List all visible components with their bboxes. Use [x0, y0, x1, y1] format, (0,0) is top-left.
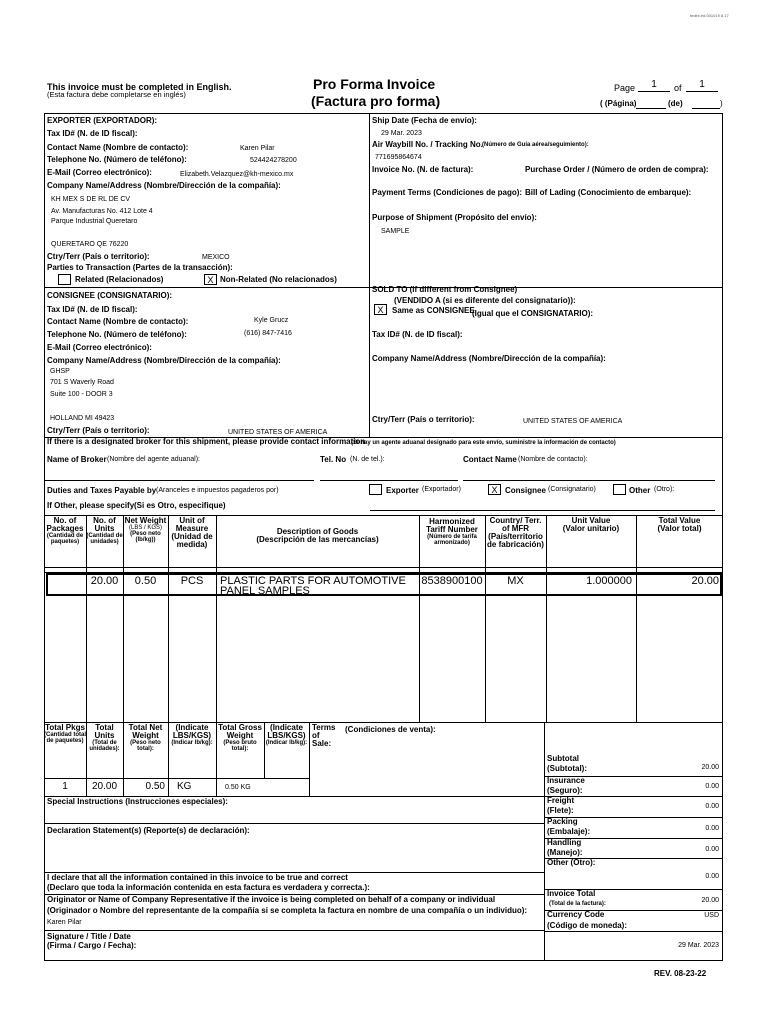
- charges-divider: [544, 722, 545, 961]
- ship-date: 29 Mar. 2023: [381, 130, 422, 137]
- col-div-1: [86, 515, 87, 722]
- other-charge-value: 0.00: [705, 873, 719, 880]
- specify-label: If Other, please specify: [47, 501, 135, 510]
- exporter-email-label: E-Mail (Correo electrónico):: [47, 168, 152, 177]
- sold-to-tax-id-label: Tax ID# (N. de ID fiscal):: [372, 330, 463, 339]
- consignee-country: UNITED STATES OF AMERICA: [228, 429, 328, 436]
- col-net-header: Net Weight (LBS / KGS) (Peso neto (lb/kg)): [124, 516, 167, 543]
- freight-value: 0.00: [705, 803, 719, 810]
- page-title: Pro Forma Invoice: [313, 76, 436, 92]
- total-pkgs-header: Total Pkgs (Cantidad total de paquetes): [44, 723, 86, 744]
- form-code: fedex.ed.041019 8.17: [690, 13, 729, 18]
- de-line: [692, 100, 720, 109]
- exporter-country-label: Ctry/Terr (País o territorio):: [47, 252, 150, 261]
- center-divider: [369, 113, 370, 437]
- consignee-address-5: HOLLAND MI 49423: [50, 415, 115, 422]
- consignee-tax-id-label: Tax ID# (N. de ID fiscal):: [47, 305, 138, 314]
- freight-label: Freight: [547, 796, 575, 805]
- same-as-consignee-label-es: (Igual que el CONSIGNATARIO):: [472, 309, 594, 318]
- consignee-section: CONSIGNEE (CONSIGNATARIO):: [47, 291, 173, 300]
- item-description: PLASTIC PARTS FOR AUTOMOTIVE PANEL SAMPLES: [220, 575, 406, 597]
- duties-other-checkbox[interactable]: [613, 484, 626, 495]
- exporter-company-label: Company Name/Address (Nombre/Dirección de la compañía):: [47, 181, 281, 190]
- ship-date-label: Ship Date (Fecha de envío):: [372, 116, 477, 125]
- signature-label: Signature / Title / Date: [47, 932, 131, 941]
- broker-name-label-es: (Nombre del agente aduanal):: [107, 456, 201, 463]
- of-label: of: [674, 83, 682, 93]
- exporter-phone: 524424278200: [250, 157, 297, 164]
- exporter-address-2: Av. Manufacturas No. 412 Lote 4: [51, 208, 153, 215]
- page-label: Page: [614, 83, 636, 93]
- consignee-phone: (616) 847-7416: [244, 330, 292, 337]
- payment-terms-label: Payment Terms (Condiciones de pago):: [372, 188, 523, 197]
- consignee-company-label: Company Name/Address (Nombre/Dirección de la compañía):: [47, 356, 281, 365]
- items-header-line: [44, 567, 723, 568]
- related-checkbox[interactable]: [58, 274, 71, 285]
- handling-value: 0.00: [705, 846, 719, 853]
- consignee-address-2: 701 S Waverly Road: [50, 379, 114, 386]
- exporter-address-1: KH MEX S DE RL DE CV: [51, 196, 131, 203]
- broker-notice-es: (Si hay un agente aduanal designado para este envío, suministre la información de contacto): [351, 440, 616, 446]
- duties-other-label: Other: [629, 486, 651, 495]
- insurance-label: Insurance: [547, 776, 585, 785]
- total-net-unit: KG: [177, 781, 192, 792]
- duties-other-label-es: (Otro):: [654, 486, 675, 493]
- duties-exporter-checkbox[interactable]: [369, 484, 382, 495]
- purpose-label: Purpose of Shipment (Propósito del envío):: [372, 213, 537, 222]
- total-gross: 0.50 KG: [225, 784, 251, 791]
- item-country: MX: [507, 575, 524, 587]
- duties-label-es: (Aranceles e impuestos pagaderos por): [156, 487, 279, 494]
- col-units-header: No. of Units (Cantidad de unidades): [86, 516, 123, 545]
- col-div-8: [636, 515, 637, 722]
- purpose-value: SAMPLE: [381, 228, 410, 235]
- invoice-total-value: 20.00: [701, 897, 719, 904]
- signature-label-es: (Firma / Cargo / Fecha):: [47, 941, 137, 950]
- sold-to-country-label: Ctry/Terr (País o territorio):: [372, 415, 475, 424]
- nonrelated-label: Non-Related (No relacionados): [220, 275, 337, 284]
- item-uom: PCS: [180, 575, 204, 587]
- page-title-es: (Factura pro forma): [311, 93, 441, 109]
- col-packages-header: No. of Packages (Cantidad de paquetes): [46, 516, 84, 545]
- revision-code: REV. 08-23-22: [654, 969, 707, 978]
- nonrelated-checkbox[interactable]: X: [204, 274, 217, 285]
- currency-label: Currency Code: [547, 910, 605, 919]
- originator-name: Karen Pilar: [47, 919, 82, 926]
- consignee-email-label: E-Mail (Correo electrónico):: [47, 343, 152, 352]
- exporter-section: EXPORTER (EXPORTADOR):: [47, 116, 158, 125]
- gross-indicate-header: (Indicate LBS/KGS) (Indicar lb/kg):: [265, 723, 308, 746]
- charges-line-8: [544, 931, 723, 932]
- specify-line: [370, 510, 715, 511]
- english-notice: This invoice must be completed in English.: [47, 82, 232, 92]
- totals-header-line: [44, 778, 309, 779]
- currency-value: USD: [704, 912, 719, 919]
- insurance-label-es: (Seguro):: [547, 786, 583, 795]
- exporter-address-5: QUERETARO QE 76220: [51, 241, 129, 248]
- terms-of-sale-label-es: (Condiciones de venta):: [345, 725, 436, 734]
- total-units-header: Total Units (Total de unidades):: [89, 723, 120, 752]
- exporter-tax-id-label: Tax ID# (N. de ID fiscal):: [47, 129, 138, 138]
- related-label: Related (Relacionados): [75, 275, 164, 284]
- consignee-address-3: Suite 100 - DOOR 3: [50, 391, 113, 398]
- duties-consignee-label-es: (Consignatario): [548, 486, 596, 493]
- duties-consignee-checkbox[interactable]: X: [488, 484, 501, 495]
- awb-label: Air Waybill No. / Tracking No.: [372, 140, 483, 149]
- total-net-header: Total Net Weight (Peso neto total):: [128, 723, 163, 752]
- consignee-contact: Kyle Grucz: [254, 317, 289, 324]
- duties-consignee-label: Consignee: [505, 486, 546, 495]
- col-desc-header: Description of Goods (Descripción de las mercancías): [256, 527, 379, 544]
- broker-name-line: [44, 480, 314, 481]
- col-country-header: Country/ Terr. of MFR (País/territorio de fabricación): [487, 516, 544, 549]
- sold-to-country: UNITED STATES OF AMERICA: [523, 418, 623, 425]
- tot-div-6: [309, 722, 310, 796]
- total-gross-header: Total Gross Weight (Peso bruto total):: [218, 723, 262, 752]
- consignee-contact-label: Contact Name (Nombre de contacto):: [47, 317, 189, 326]
- declare-text-es: (Declaro que toda la información contenida en esta factura es verdadera y correcta.):: [47, 883, 370, 892]
- subtotal-label-es: (Subtotal):: [547, 764, 587, 773]
- freight-label-es: (Flete):: [547, 806, 574, 815]
- signature-date: 29 Mar. 2023: [678, 942, 719, 949]
- broker-tel-line: [320, 480, 458, 481]
- bol-label: Bill of Lading (Conocimiento de embarque):: [525, 188, 692, 197]
- declare-text: I declare that all the information contained in this invoice to be true and correct: [47, 873, 348, 882]
- packing-label-es: (Embalaje):: [547, 827, 591, 836]
- english-notice-es: (Esta factura debe completarse en inglés): [47, 90, 186, 99]
- broker-contact-line: [463, 480, 715, 481]
- awb-label-es: (Número de Guía aérea/seguimiento):: [482, 142, 589, 148]
- item-unit-value: 1.000000: [586, 575, 632, 587]
- subtotal-label: Subtotal: [547, 754, 579, 763]
- consignee-address-1: GHSP: [50, 368, 70, 375]
- item-units: 20.00: [90, 575, 119, 587]
- subtotal-value: 20.00: [701, 764, 719, 771]
- exporter-phone-label: Telephone No. (Número de teléfono):: [47, 155, 187, 164]
- other-charge-label: Other (Otro):: [547, 858, 596, 867]
- col-total-value-header: Total Value (Valor total): [657, 516, 702, 533]
- specify-label-es: (Si es Otro, especifique): [134, 501, 226, 510]
- broker-tel-label: Tel. No: [320, 455, 347, 464]
- invoice-no-label: Invoice No. (N. de factura):: [372, 165, 474, 174]
- col-unit-value-header: Unit Value (Valor unitario): [562, 516, 620, 533]
- col-uom-header: Unit of Measure (Unidad de medida): [171, 516, 213, 549]
- packing-value: 0.00: [705, 825, 719, 832]
- broker-name-label: Name of Broker: [47, 455, 107, 464]
- close-paren: ): [720, 99, 723, 108]
- total-net: 0.50: [145, 781, 165, 792]
- net-indicate-header: (Indicate LBS/KGS) (Indicar lb/kg):: [171, 723, 213, 746]
- pagina-label: ( (Página): [600, 99, 637, 108]
- currency-label-es: (Código de moneda):: [547, 921, 627, 930]
- exporter-email: Elizabeth.Velazquez@kh-mexico.mx: [180, 171, 294, 178]
- total-pkgs: 1: [62, 781, 68, 792]
- exporter-contact: Karen Pilar: [240, 145, 275, 152]
- insurance-value: 0.00: [705, 783, 719, 790]
- duties-exporter-label: Exporter: [386, 486, 419, 495]
- special-instructions-label: Special Instructions (Instrucciones especiales):: [47, 797, 228, 806]
- col-hts-header: Harmonized Tariff Number (Número de tarifa armonizado): [426, 517, 478, 546]
- broker-contact-label: Contact Name: [463, 455, 517, 464]
- item-hts: 8538900100: [421, 575, 483, 587]
- consignee-country-label: Ctry/Terr (País o territorio):: [47, 426, 150, 435]
- invoice-total-label: Invoice Total: [547, 889, 596, 898]
- item-net-weight: 0.50: [134, 575, 157, 587]
- handling-label-es: (Manejo):: [547, 848, 583, 857]
- de-label: (de): [668, 99, 683, 108]
- sold-to-section: SOLD TO (if different from Consignee): [372, 285, 518, 294]
- same-as-consignee-checkbox[interactable]: X: [374, 304, 387, 315]
- broker-tel-label-es: (N. de tel.):: [350, 456, 385, 463]
- declaration-label: Declaration Statement(s) (Reporte(s) de declaración):: [47, 826, 250, 835]
- handling-label: Handling: [547, 838, 582, 847]
- exporter-address-3: Parque Industrial Queretaro: [51, 218, 138, 225]
- exporter-contact-label: Contact Name (Nombre de contacto):: [47, 143, 189, 152]
- page-number: 1: [638, 80, 670, 92]
- page-total: 1: [686, 80, 718, 92]
- col-div-2: [123, 515, 124, 722]
- sold-to-section-es: (VENDIDO A (si es diferente del consignatario)):: [394, 296, 576, 305]
- originator-label-es: (Originador o Nombre del representante de la compañía si se completa la factura en nombre de una compañía o un individuo):: [47, 906, 528, 915]
- duties-label: Duties and Taxes Payable by: [47, 486, 157, 495]
- awb-number: 771695864674: [375, 154, 422, 161]
- col-div-5: [419, 515, 420, 722]
- po-label: Purchase Order / (Número de orden de compra):: [525, 165, 709, 174]
- originator-bottom-line: [44, 930, 544, 931]
- invoice-total-label-es: (Total de la factura):: [549, 901, 606, 907]
- originator-label: Originator or Name of Company Representative if the invoice is being completed on behalf of a company or individual: [47, 895, 496, 904]
- col-div-7: [546, 515, 547, 722]
- parties-label: Parties to Transaction (Partes de la transacción):: [47, 263, 233, 272]
- broker-contact-label-es: (Nombre de contacto):: [518, 456, 588, 463]
- packing-label: Packing: [547, 817, 578, 826]
- consignee-phone-label: Telephone No. (Número de teléfono):: [47, 330, 187, 339]
- col-div-4: [216, 515, 217, 722]
- same-as-consignee-label: Same as CONSIGNEE: [392, 306, 475, 315]
- pagina-line: [636, 100, 666, 109]
- special-bottom-line: [44, 823, 544, 824]
- total-units: 20.00: [91, 781, 118, 792]
- item-total-value: 20.00: [691, 575, 719, 587]
- exporter-country: MEXICO: [202, 254, 230, 261]
- duties-exporter-label-es: (Exportador): [422, 486, 461, 493]
- sold-to-company-label: Company Name/Address (Nombre/Dirección de la compañía):: [372, 354, 606, 363]
- broker-notice: If there is a designated broker for this shipment, please provide contact information: [47, 437, 366, 446]
- terms-of-sale-label: Terms of Sale:: [312, 723, 336, 748]
